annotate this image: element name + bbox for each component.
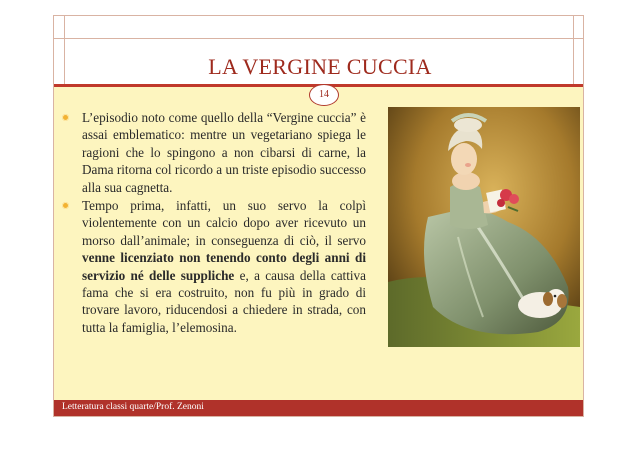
bullet-item	[62, 197, 366, 336]
bullet-icon	[62, 114, 69, 121]
guide-line-top	[54, 38, 583, 39]
footer-text: Letteratura classi quarte/Prof. Zenoni	[62, 402, 204, 412]
slide-body	[62, 109, 366, 337]
bullet-icon	[62, 202, 69, 209]
bullet-text: Tempo prima, infatti, un suo servo la colpì violentemente con un calcio dopo aver ricevuto un morso dall’animale; in conseguenza di ciò, il servo	[82, 198, 366, 248]
bullet-text: e, a causa della cattiva fama che si era costruito, non fu più in grado di trovare lavoro, riducendosi a chiedere in strada, con tutta la famiglia, l’elemosina.	[82, 267, 366, 335]
page-title: LA VERGINE CUCCIA	[208, 54, 432, 79]
bullet-item	[62, 109, 366, 196]
bullet-text: L’episodio noto come quello della “Vergine cuccia” è assai emblematico: mentre un vegetariano spiega le ragioni che lo spingono a non cibarsi di carne, la Dama ritorna col ricordo a un triste episodio successo alla sua cagnetta.	[82, 110, 366, 195]
page-number: 14	[309, 84, 339, 106]
painting-image	[388, 107, 580, 347]
bullet-bold-text: venne licenziato non tenendo conto degli anni di servizio né delle suppliche	[82, 250, 366, 283]
